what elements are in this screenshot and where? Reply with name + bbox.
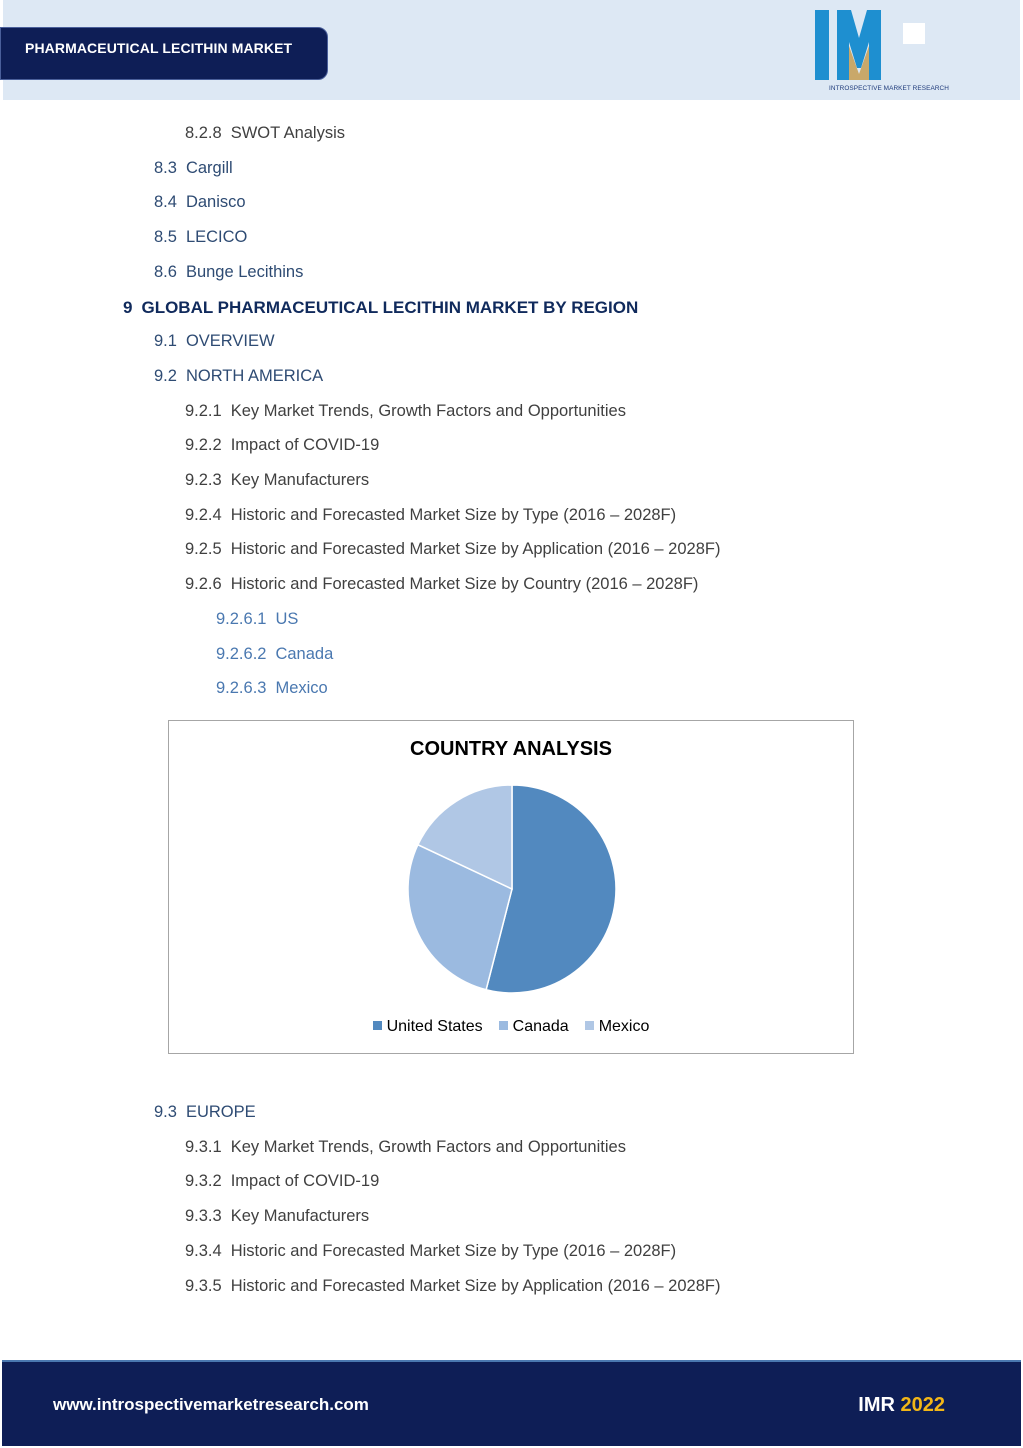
toc-entry-label: Historic and Forecasted Market Size by Type (2016 – 2028F) bbox=[230, 505, 677, 524]
toc-entry-label: Key Manufacturers bbox=[230, 1207, 370, 1226]
report-title: PHARMACEUTICAL LECITHIN MARKET bbox=[0, 27, 328, 80]
toc-entry[interactable] bbox=[154, 1103, 256, 1122]
toc-entry-number: 8.3 bbox=[154, 158, 177, 177]
toc-entry-label: Cargill bbox=[185, 158, 233, 177]
toc-entry-label: Key Manufacturers bbox=[230, 471, 370, 489]
toc-entry[interactable] bbox=[185, 1242, 676, 1261]
legend-item bbox=[585, 1018, 650, 1036]
toc-entry[interactable] bbox=[185, 1277, 720, 1296]
toc-entry-number: 9 bbox=[123, 297, 133, 317]
footer-brand-name: IMR bbox=[858, 1394, 895, 1416]
legend-label: United States bbox=[386, 1018, 483, 1035]
toc-entry-label: Historic and Forecasted Market Size by Country (2016 – 2028F) bbox=[230, 575, 699, 594]
toc-entry-number: 9.2.3 bbox=[185, 471, 222, 489]
toc-entry[interactable] bbox=[216, 679, 328, 698]
toc-entry-number: 8.4 bbox=[154, 193, 177, 212]
toc-entry-label: Danisco bbox=[185, 193, 246, 212]
chart-legend bbox=[169, 1018, 853, 1036]
toc-entry[interactable] bbox=[154, 228, 247, 247]
toc-entry-number: 9.2.2 bbox=[185, 436, 222, 455]
toc-entry-number: 9.2.6 bbox=[185, 575, 222, 594]
imr-logo bbox=[815, 10, 963, 94]
toc-entry-number: 9.2 bbox=[154, 366, 177, 385]
toc-entry-label: SWOT Analysis bbox=[230, 124, 346, 142]
footer-brand bbox=[858, 1394, 945, 1417]
toc-entry-label: GLOBAL PHARMACEUTICAL LECITHIN MARKET BY REGION bbox=[141, 297, 639, 317]
toc-entry-label: Historic and Forecasted Market Size by Type (2016 – 2028F) bbox=[230, 1241, 677, 1260]
toc-entry-label: Key Market Trends, Growth Factors and Opportunities bbox=[230, 1137, 626, 1156]
toc-entry[interactable] bbox=[154, 159, 233, 178]
imr-logo-mark bbox=[815, 10, 963, 84]
footer-url[interactable]: www.introspectivemarketresearch.com bbox=[53, 1395, 369, 1414]
toc-entry-number: 8.6 bbox=[154, 262, 177, 281]
legend-label: Mexico bbox=[598, 1018, 650, 1035]
toc-entry[interactable] bbox=[185, 506, 676, 525]
toc-entry-number: 9.3.4 bbox=[185, 1241, 222, 1260]
toc-entry-number: 9.3.2 bbox=[185, 1172, 222, 1191]
toc-entry-label: Impact of COVID-19 bbox=[230, 1172, 380, 1191]
footer-year: 2022 bbox=[900, 1394, 945, 1416]
toc-entry-label: Impact of COVID-19 bbox=[230, 436, 380, 455]
toc-entry[interactable] bbox=[185, 1138, 626, 1157]
toc-entry-number: 8.5 bbox=[154, 228, 177, 247]
toc-entry[interactable] bbox=[216, 645, 333, 664]
toc-entry-number: 9.2.5 bbox=[185, 540, 222, 559]
toc-entry-number: 9.2.1 bbox=[185, 401, 222, 420]
toc-entry-number: 8.2.8 bbox=[185, 124, 222, 142]
footer bbox=[2, 1360, 1021, 1446]
pie-chart bbox=[169, 721, 855, 1055]
toc-entry-number: 9.2.4 bbox=[185, 505, 222, 524]
toc-entry[interactable] bbox=[216, 610, 298, 629]
toc-entry[interactable] bbox=[185, 471, 369, 490]
toc-entry[interactable] bbox=[123, 298, 638, 318]
logo-subtitle: INTROSPECTIVE MARKET RESEARCH bbox=[829, 85, 949, 92]
toc-entry-label: NORTH AMERICA bbox=[185, 366, 324, 385]
toc-entry[interactable] bbox=[185, 540, 720, 559]
toc-entry-label: Mexico bbox=[275, 679, 328, 698]
legend-item bbox=[499, 1018, 569, 1036]
toc-entry[interactable] bbox=[185, 1207, 369, 1226]
toc-entry-label: Historic and Forecasted Market Size by Application (2016 – 2028F) bbox=[230, 540, 721, 559]
toc-entry-number: 9.3.1 bbox=[185, 1137, 222, 1156]
toc-entry[interactable] bbox=[185, 436, 379, 455]
toc-entry-number: 9.2.6.3 bbox=[216, 679, 267, 698]
toc-entry[interactable] bbox=[185, 575, 698, 594]
toc-entry-number: 9.3 bbox=[154, 1103, 177, 1121]
toc-entry[interactable] bbox=[154, 263, 303, 282]
toc-entry[interactable] bbox=[154, 332, 275, 351]
country-analysis-chart bbox=[168, 720, 854, 1054]
toc-entry-label: LECICO bbox=[185, 228, 248, 247]
toc-entry-label: US bbox=[275, 609, 299, 628]
toc-entry-label: Historic and Forecasted Market Size by Application (2016 – 2028F) bbox=[230, 1276, 721, 1295]
toc-entry-label: Bunge Lecithins bbox=[185, 262, 304, 281]
legend-label: Canada bbox=[512, 1018, 569, 1035]
toc-entry-label: Key Market Trends, Growth Factors and Opportunities bbox=[230, 401, 626, 420]
chart-title: COUNTRY ANALYSIS bbox=[410, 738, 612, 760]
toc-entry-number: 9.3.3 bbox=[185, 1207, 222, 1226]
toc-entry[interactable] bbox=[154, 367, 323, 386]
toc-entry[interactable] bbox=[185, 1172, 379, 1191]
legend-item bbox=[373, 1018, 483, 1036]
toc-entry-number: 9.3.5 bbox=[185, 1276, 222, 1295]
legend-swatch bbox=[373, 1021, 382, 1030]
toc-entry-label: Canada bbox=[275, 644, 334, 663]
toc-entry[interactable] bbox=[185, 402, 626, 421]
toc-entry-number: 9.1 bbox=[154, 332, 177, 351]
toc-entry[interactable] bbox=[185, 124, 345, 143]
legend-swatch bbox=[585, 1021, 594, 1030]
toc-entry-label: EUROPE bbox=[185, 1103, 256, 1121]
toc-entry-number: 9.2.6.2 bbox=[216, 644, 267, 663]
toc-entry-number: 9.2.6.1 bbox=[216, 609, 267, 628]
toc-entry-label: OVERVIEW bbox=[185, 332, 275, 351]
toc-entry[interactable] bbox=[154, 193, 246, 212]
legend-swatch bbox=[499, 1021, 508, 1030]
